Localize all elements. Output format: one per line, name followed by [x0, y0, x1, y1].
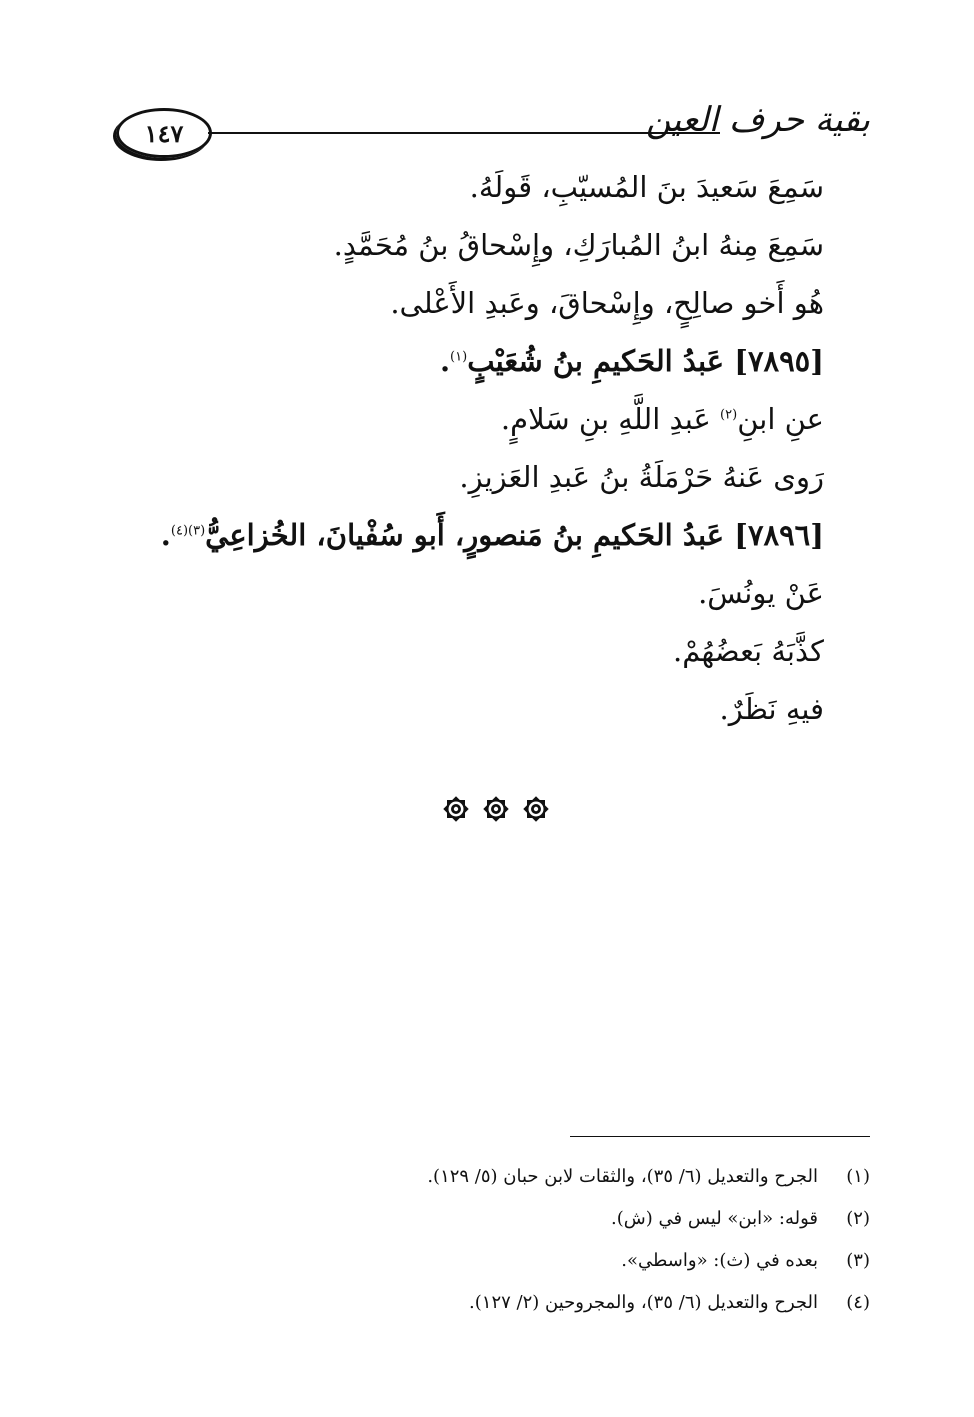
- text-line: [184, 402, 824, 460]
- page-number: ١٤٧: [116, 108, 212, 158]
- entry-name: عَبدُ الحَكيمِ بنُ شُعَيْبٍ: [467, 344, 725, 378]
- footnote-text: بعده في (ث): «واسطي».: [621, 1250, 818, 1271]
- entry-number: [٧٨٩٦]: [734, 518, 824, 552]
- text-line: سَمِعَ مِنهُ ابنُ المُبارَكِ، وإِسْحاقُ بنُ مُحَمَّدٍ.: [333, 228, 824, 262]
- entry-heading: [184, 344, 824, 402]
- footnote-item: [310, 1240, 870, 1282]
- footnote-number: (١): [846, 1166, 870, 1187]
- running-title: بقية حرف العين: [645, 100, 870, 140]
- footnote-separator: [570, 1136, 870, 1137]
- entry-heading: [160, 518, 824, 576]
- footnotes: [310, 1156, 870, 1324]
- text-segment: عنِ ابنِ: [737, 402, 824, 436]
- main-text: [160, 170, 824, 750]
- text-line: هُو أَخو صالِحٍ، وإِسْحاقَ، وعَبدِ الأَعْلى.: [390, 286, 824, 320]
- text-segment: عَبدِ اللَّهِ بنِ سَلامٍ.: [500, 402, 721, 436]
- footnote-text: الجرح والتعديل (٦/ ٣٥)، والثقات لابن حبان (٥/ ١٢٩).: [427, 1166, 818, 1187]
- text-line: رَوى عَنهُ حَرْمَلَةُ بنُ عَبدِ العَزيزِ.: [459, 460, 824, 494]
- footnote-number: (٢): [846, 1208, 870, 1229]
- header-rule: [208, 132, 720, 134]
- footnote-number: (٣): [846, 1250, 870, 1271]
- footnote-text: قوله: «ابن» ليس في (ش).: [611, 1208, 818, 1229]
- text-line: كذَّبَهُ بَعضُهُمْ.: [673, 634, 824, 668]
- footnote-text: الجرح والتعديل (٦/ ٣٥)، والمجروحين (٢/ ١٢٧).: [469, 1292, 818, 1313]
- footnote-item: [310, 1282, 870, 1324]
- ornament-flower-icon: [520, 793, 552, 825]
- entry-end: .: [439, 344, 451, 378]
- text-line: عَنْ يونُسَ.: [698, 576, 824, 610]
- footnote-item: [310, 1198, 870, 1240]
- entry-end: .: [160, 518, 171, 552]
- footnote-ref: (٣)(٤): [170, 523, 206, 539]
- footnote-ref: (٢): [720, 407, 738, 423]
- page-header: [110, 96, 870, 166]
- footnote-ref: (١): [450, 349, 468, 365]
- footnote-number: (٤): [846, 1292, 870, 1313]
- ornament-flower-icon: [480, 793, 512, 825]
- entry-number: [٧٨٩٥]: [734, 344, 824, 378]
- section-ornament: [440, 791, 552, 827]
- entry-name: عَبدُ الحَكيمِ بنُ مَنصورٍ، أَبو سُفْيانَ، الخُزاعِيُّ: [205, 518, 725, 552]
- text-line: فيهِ نَظَرٌ.: [719, 692, 824, 726]
- ornament-flower-icon: [440, 793, 472, 825]
- text-line: سَمِعَ سَعيدَ بنَ المُسيّبِ، قَولَهُ.: [469, 170, 824, 204]
- footnote-item: [310, 1156, 870, 1198]
